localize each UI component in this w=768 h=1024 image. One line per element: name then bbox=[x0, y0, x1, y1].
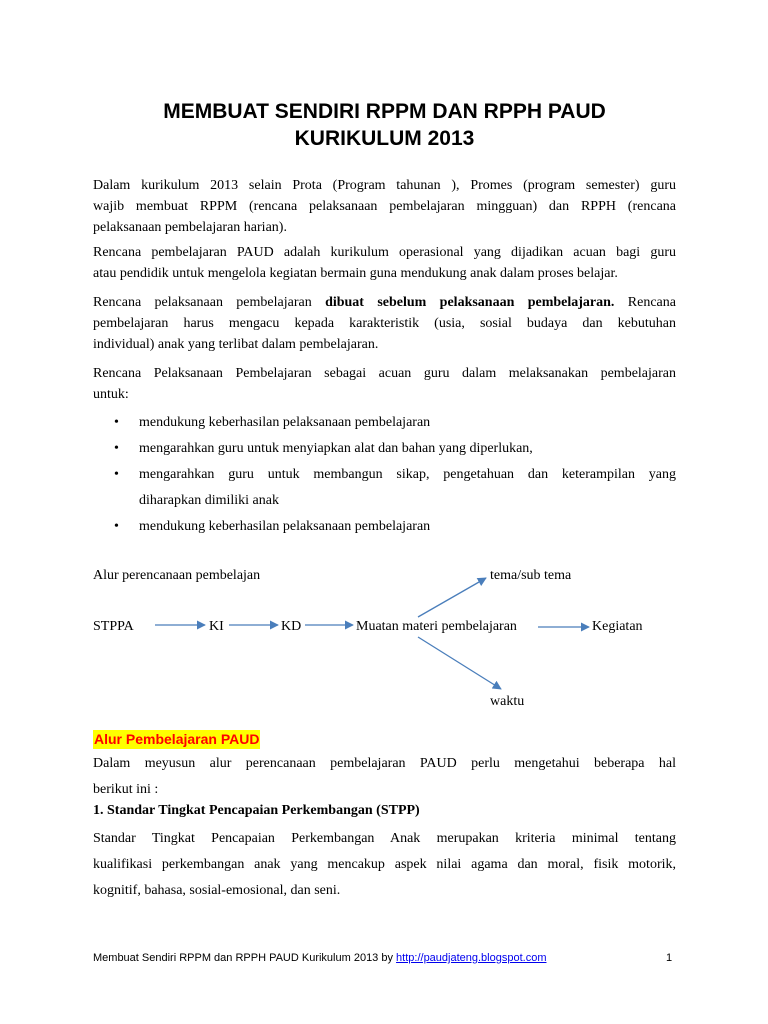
text-line: Rencana pembelajaran PAUD adalah kurikulum operasional yang dijadikan acuan bagi guru bbox=[93, 245, 676, 260]
bold-emphasis: dibuat sebelum pelaksanaan pembelajaran. bbox=[325, 295, 615, 310]
text-line: Dalam kurikulum 2013 selain Prota (Program tahunan ), Promes (program semester) guru bbox=[93, 178, 676, 193]
flow-node-kegiatan: Kegiatan bbox=[592, 619, 643, 634]
bullet-text: mendukung keberhasilan pelaksanaan pembelajaran bbox=[139, 415, 431, 430]
flow-node-muatan: Muatan materi pembelajaran bbox=[356, 619, 517, 634]
bullet-text: • mengarahkan guru untuk membangun sikap, pengetahuan dan keterampilan yang bbox=[139, 467, 676, 482]
flow-node-stppa: STPPA bbox=[93, 619, 134, 634]
text-line: Standar Tingkat Pencapaian Perkembangan Anak merupakan kriteria minimal tentang bbox=[93, 831, 676, 846]
arrow-muatan-waktu bbox=[418, 637, 501, 689]
flow-caption: Alur perencanaan pembelajan bbox=[93, 568, 261, 583]
text-line: pembelajaran harus mengacu kepada karakteristik (usia, sosial budaya dan kebutuhan bbox=[93, 316, 676, 331]
text-line: kognitif, bahasa, sosial-emosional, dan seni. bbox=[93, 883, 341, 898]
page-number: 1 bbox=[666, 952, 673, 964]
page-footer bbox=[93, 951, 676, 965]
bullet-text: mendukung keberhasilan pelaksanaan pembelajaran bbox=[139, 519, 431, 534]
text-span: Rencana bbox=[614, 295, 676, 310]
arrow-muatan-tema bbox=[418, 578, 486, 617]
flow-node-waktu: waktu bbox=[490, 694, 525, 709]
stpp-paragraph bbox=[93, 826, 676, 904]
text-span: Rencana pelaksanaan pembelajaran bbox=[93, 295, 326, 310]
flow-node-ki: KI bbox=[209, 619, 224, 634]
bullet-text: diharapkan dimiliki anak bbox=[139, 493, 279, 508]
section-intro bbox=[93, 751, 676, 803]
footer-text: Membuat Sendiri RPPM dan RPPH PAUD Kurikulum 2013 by bbox=[93, 952, 397, 964]
text-line: pelaksanaan pembelajaran harian). bbox=[93, 220, 287, 235]
text-line: Dalam meyusun alur perencanaan pembelajaran PAUD perlu mengetahui beberapa hal bbox=[93, 756, 676, 771]
section-heading: Alur Pembelajaran PAUD bbox=[94, 731, 260, 747]
title-line-1: MEMBUAT SENDIRI RPPM DAN RPPH PAUD bbox=[163, 100, 606, 123]
text-line: untuk: bbox=[93, 387, 129, 402]
text-line: wajib membuat RPPM (rencana pelaksanaan pembelajaran mingguan) dan RPPH (rencana bbox=[93, 199, 676, 214]
subsection-heading: 1. Standar Tingkat Pencapaian Perkembangan (STPP) bbox=[93, 803, 420, 818]
text-line: kualifikasi perkembangan anak yang mencakup aspek nilai agama dan moral, fisik motorik, bbox=[93, 857, 676, 872]
flow-node-kd: KD bbox=[281, 619, 302, 634]
title-line-2: KURIKULUM 2013 bbox=[294, 127, 475, 150]
footer-link[interactable]: http://paudjateng.blogspot.com bbox=[396, 952, 547, 964]
text-line: individual) anak yang terlibat dalam pembelajaran. bbox=[93, 337, 379, 352]
text-line: atau pendidik untuk mengelola kegiatan bermain guna mendukung anak dalam proses belajar. bbox=[93, 266, 618, 281]
bullet-text: mengarahkan guru untuk menyiapkan alat dan bahan yang diperlukan, bbox=[139, 441, 533, 456]
text-line: berikut ini : bbox=[93, 782, 159, 797]
text-line: Rencana Pelaksanaan Pembelajaran sebagai acuan guru dalam melaksanakan pembelajaran bbox=[93, 366, 676, 381]
flow-node-tema: tema/sub tema bbox=[490, 568, 572, 583]
